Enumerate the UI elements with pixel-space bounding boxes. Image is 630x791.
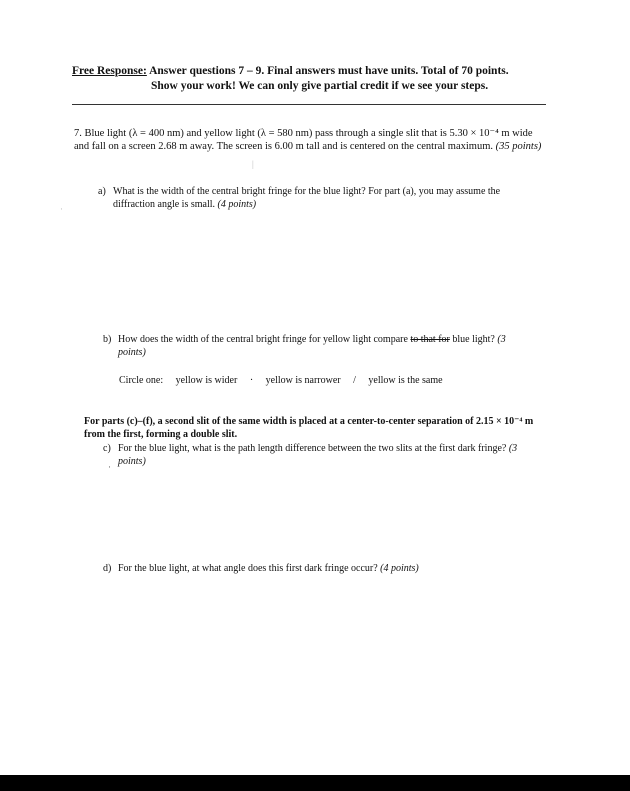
free-response-header — [72, 64, 552, 94]
option-yellow-same[interactable]: yellow is the same — [368, 375, 443, 386]
header-divider — [72, 104, 546, 105]
option-separator-1: · — [249, 375, 254, 386]
part-b-text-end: blue light? — [449, 334, 498, 345]
option-yellow-narrower[interactable]: yellow is narrower — [265, 375, 341, 386]
part-b-text: How does the width of the central bright fringe for yellow light compare — [118, 334, 411, 345]
part-a-points: (4 points) — [217, 198, 257, 210]
pencil-mark: | — [252, 159, 254, 169]
option-yellow-wider[interactable]: yellow is wider — [175, 375, 238, 386]
question-7-text: Blue light (λ = 400 nm) and yellow light (λ = 580 nm) pass through a single slit that is 5.30 × 10⁻⁴ m wide and fall on a screen 2.68 m away. The screen is 6.00 m tall and is centered on the central maximum. — [74, 128, 533, 152]
part-a — [98, 186, 528, 211]
part-d — [103, 563, 543, 576]
part-c-points: (3 points) — [118, 443, 518, 467]
part-b-letter: b) — [103, 334, 112, 345]
stray-mark: · — [60, 204, 63, 214]
part-b-points: (3 points) — [118, 334, 506, 358]
question-7-number: 7. — [74, 128, 82, 139]
part-c — [103, 443, 543, 468]
part-d-letter: d) — [103, 563, 112, 574]
bottom-edge-bar — [0, 775, 630, 791]
part-d-text: For the blue light, at what angle does this first dark fringe occur? — [118, 563, 381, 574]
question-7-points: (35 points) — [495, 141, 542, 152]
stray-mark: · — [108, 462, 111, 472]
part-c-text: For the blue light, what is the path length difference between the two slits at the first dark fringe? — [118, 443, 509, 454]
part-b — [103, 334, 533, 359]
circle-one-options — [119, 374, 519, 387]
header-instructions-line2: Show your work! We can only give partial credit if we see your steps. — [151, 80, 489, 92]
part-c-letter: c) — [103, 443, 111, 454]
question-7 — [74, 127, 544, 153]
circle-one-label: Circle one: — [119, 375, 164, 386]
part-d-points: (4 points) — [380, 563, 419, 574]
part-b-struck-text: to that for — [410, 334, 450, 345]
header-label: Free Response: — [72, 65, 147, 77]
part-a-letter: a) — [98, 186, 106, 197]
part-a-text: What is the width of the central bright fringe for the blue light? For part (a), you may assume the diffraction angle is small. — [113, 186, 501, 210]
header-instructions: Answer questions 7 – 9. Final answers must have units. Total of 70 points. — [146, 65, 509, 77]
parts-c-d-intro: For parts (c)–(f), a second slit of the same width is placed at a center-to-center separation of 2.15 × 10⁻⁴ m from the first, forming a double slit. — [84, 416, 534, 440]
option-separator-2: / — [353, 375, 356, 386]
